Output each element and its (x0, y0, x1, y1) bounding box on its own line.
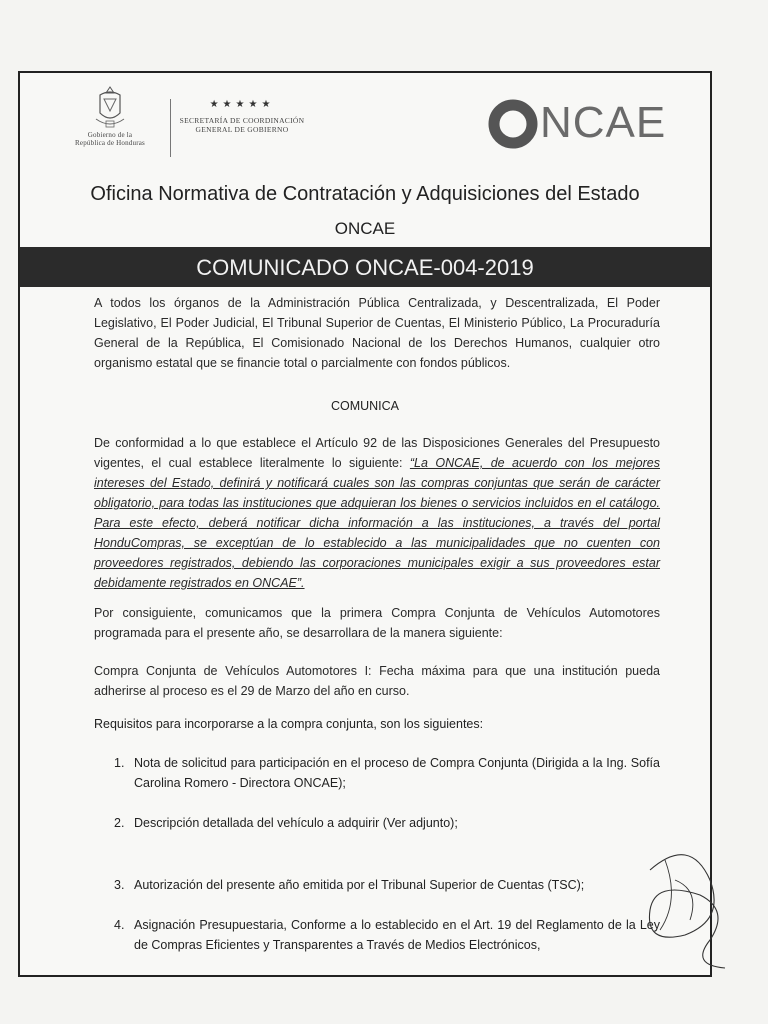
requirement-item-3 (94, 875, 660, 895)
secretaria-line1: SECRETARÍA DE COORDINACIÓN (179, 116, 305, 125)
gov-caption-line2: República de Honduras (75, 139, 145, 147)
requirement-text: Descripción detallada del vehículo a adquirir (Ver adjunto); (134, 816, 458, 830)
document-page (18, 71, 712, 977)
office-title: Oficina Normativa de Contratación y Adquisiciones del Estado (90, 183, 640, 205)
requirement-item-4 (94, 915, 660, 955)
secretaria-line2: GENERAL DE GOBIERNO (195, 125, 289, 134)
requirement-text: Nota de solicitud para participación en el proceso de Compra Conjunta (Dirigida a la Ing. Sofía Carolina Romero - Directora ONCAE); (134, 756, 660, 790)
gov-caption-line1: Gobierno de la (87, 131, 133, 139)
requirements-heading: Requisitos para incorporarse a la compra conjunta, son los siguientes: (94, 717, 484, 731)
requirement-item-1 (94, 753, 660, 793)
comunica-heading: COMUNICA (330, 399, 400, 413)
purchase-label: Compra Conjunta de Vehículos Automotores I (94, 664, 369, 678)
deadline-paragraph (94, 661, 660, 701)
requirement-item-2 (94, 813, 660, 833)
requirement-number: 4. (114, 918, 125, 932)
deadline-text: : Fecha máxima para que una institución pueda adherirse al proceso es el 29 de Marzo del año en curso. (94, 664, 660, 698)
requirement-number: 1. (114, 756, 125, 770)
requirement-number: 3. (114, 878, 125, 892)
addressees-paragraph: A todos los órganos de la Administración Pública Centralizada, y Descentralizada, El Poder Legislativo, El Poder Judicial, El Tribunal Superior de Cuentas, El Ministerio Público, La Procuraduría General de la República, El Comisionado Nacional de los Derechos Humanos, cualquier otro organismo estatal que se financie total o parcialmente con fondos públicos. (94, 296, 660, 370)
letterhead (20, 73, 710, 173)
handwritten-signature (630, 840, 740, 970)
oncae-o-icon (488, 99, 538, 149)
requirement-text: Autorización del presente año emitida por el Tribunal Superior de Cuentas (TSC); (134, 878, 585, 892)
requirement-text: Asignación Presupuestaria, Conforme a lo establecido en el Art. 19 del Reglamento de la Ley de Compras Eficientes y Transparentes a Través de Medios Electrónicos, (134, 918, 660, 952)
government-seal (70, 85, 150, 147)
stars-icon: ★★★★★ (209, 99, 275, 110)
office-acronym: ONCAE (334, 219, 396, 238)
article-paragraph (94, 433, 660, 593)
header-divider (170, 99, 171, 157)
oncae-logo-text: NCAE (540, 98, 667, 147)
article-intro: De conformidad a lo que establece el Artículo 92 de las Disposiciones Generales del Presupuesto vigentes, el cual establece literalmente lo siguiente: (94, 436, 660, 470)
secretaria-block (172, 99, 312, 134)
coat-of-arms-icon (92, 85, 128, 131)
oncae-logo (488, 93, 688, 153)
consequently-paragraph: Por consiguiente, comunicamos que la primera Compra Conjunta de Vehículos Automotores programada para el presente año, se desarrollara de la manera siguiente: (94, 606, 660, 640)
article-quote: “La ONCAE, de acuerdo con los mejores intereses del Estado, definirá y notificará cuales son las compras conjuntas que serán de carácter obligatorio, para todas las instituciones que adquieran los bienes o servicios incluidos en el catálogo. Para este efecto, deberá notificar dicha información a las instituciones, a través del portal HonduCompras, se exceptúan de lo establecido a las municipalidades que no cuenten con proveedores registrados, debiendo las corporaciones municipales exigir a sus proveedores estar debidamente registrados en ONCAE”. (94, 456, 660, 590)
government-caption (70, 131, 150, 147)
requirement-number: 2. (114, 816, 125, 830)
communique-banner: COMUNICADO ONCAE-004-2019 (20, 247, 710, 287)
